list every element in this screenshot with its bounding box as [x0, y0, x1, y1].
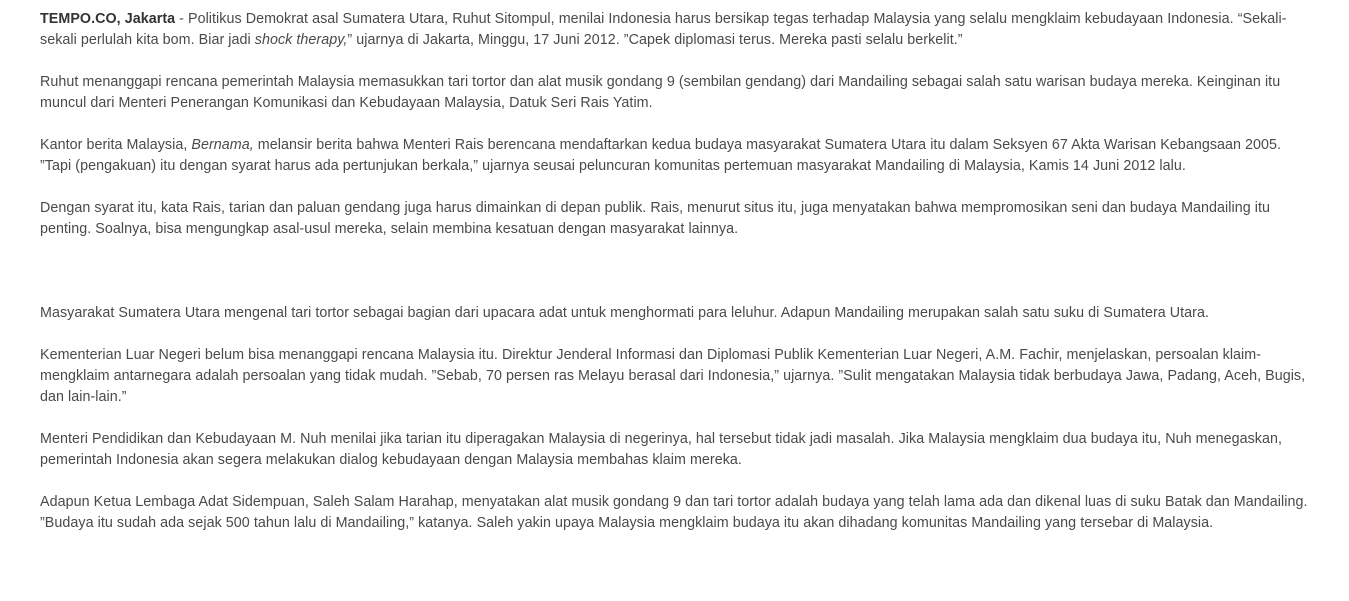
- article-paragraph-7: Menteri Pendidikan dan Kebudayaan M. Nuh menilai jika tarian itu diperagakan Malaysia di negerinya, hal tersebut tidak jadi masalah. Jika Malaysia mengklaim dua budaya itu, Nuh menegaskan, pemerintah Indonesia akan segera melakukan dialog kebudayaan dengan Malaysia membahas klaim mereka.: [40, 431, 1283, 468]
- paragraph-text: melansir berita bahwa Menteri Rais berencana mendaftarkan kedua budaya masyarakat Sumatera Utara itu dalam Seksyen 67 Akta Warisan Kebangsaan 2005. ”Tapi (pengakuan) itu dengan syarat harus ada pertunjukan berkala,” ujarnya seusai peluncuran komunitas pertemuan masyarakat Mandailing di Malaysia, Kamis 14 Juni 2012 lalu.: [40, 137, 1282, 174]
- paragraph-text: - Politikus Demokrat asal Sumatera Utara, Ruhut Sitompul, menilai Indonesia harus bersikap tegas terhadap Malaysia yang selalu mengklaim kebudayaan Indonesia. “Sekali-sekali perlulah kita bom. Biar jadi: [40, 11, 1287, 48]
- article-paragraph-6: Kementerian Luar Negeri belum bisa menanggapi rencana Malaysia itu. Direktur Jenderal Informasi dan Diplomasi Publik Kementerian Luar Negeri, A.M. Fachir, menjelaskan, persoalan klaim-mengklaim antarnegara adalah persoalan yang tidak mudah. ”Sebab, 70 persen ras Melayu berasal dari Indonesia,” ujarnya. ”Sulit mengatakan Malaysia tidak berbudaya Jawa, Padang, Aceh, Bugis, dan lain-lain.”: [40, 347, 1306, 405]
- paragraph-text: Kantor berita Malaysia,: [40, 137, 192, 153]
- article-paragraph-5: Masyarakat Sumatera Utara mengenal tari tortor sebagai bagian dari upacara adat untuk menghormati para leluhur. Adapun Mandailing merupakan salah satu suku di Sumatera Utara.: [40, 305, 1210, 321]
- article-paragraph-2: Ruhut menanggapi rencana pemerintah Malaysia memasukkan tari tortor dan alat musik gondang 9 (sembilan gendang) dari Mandailing sebagai salah satu warisan budaya mereka. Keinginan itu muncul dari Menteri Penerangan Komunikasi dan Kebudayaan Malaysia, Datuk Seri Rais Yatim.: [40, 74, 1281, 111]
- article-body: [40, 9, 1312, 555]
- article-paragraph-4: Dengan syarat itu, kata Rais, tarian dan paluan gendang juga harus dimainkan di depan publik. Rais, menurut situs itu, juga menyatakan bahwa mempromosikan seni dan budaya Mandailing itu penting. Soalnya, bisa mengungkap asal-usul mereka, selain membina kesatuan dengan masyarakat lainnya.: [40, 200, 1270, 237]
- italic-source-name: Bernama,: [191, 137, 254, 153]
- paragraph-text: ” ujarnya di Jakarta, Minggu, 17 Juni 2012. ”Capek diplomasi terus. Mereka pasti selalu berkelit.”: [347, 32, 963, 48]
- dateline: TEMPO.CO, Jakarta: [40, 11, 176, 27]
- article-paragraph-3: [40, 135, 1312, 177]
- article-paragraph-8: Adapun Ketua Lembaga Adat Sidempuan, Saleh Salam Harahap, menyatakan alat musik gondang 9 dan tari tortor adalah budaya yang telah lama ada dan dikenal luas di suku Batak dan Mandailing. ”Budaya itu sudah ada sejak 500 tahun lalu di Mandailing,” katanya. Saleh yakin upaya Malaysia mengklaim budaya itu akan dihadang komunitas Mandailing yang tersebar di Malaysia.: [40, 494, 1308, 531]
- article-paragraph-1: [40, 9, 1312, 51]
- italic-term: shock therapy,: [254, 32, 348, 48]
